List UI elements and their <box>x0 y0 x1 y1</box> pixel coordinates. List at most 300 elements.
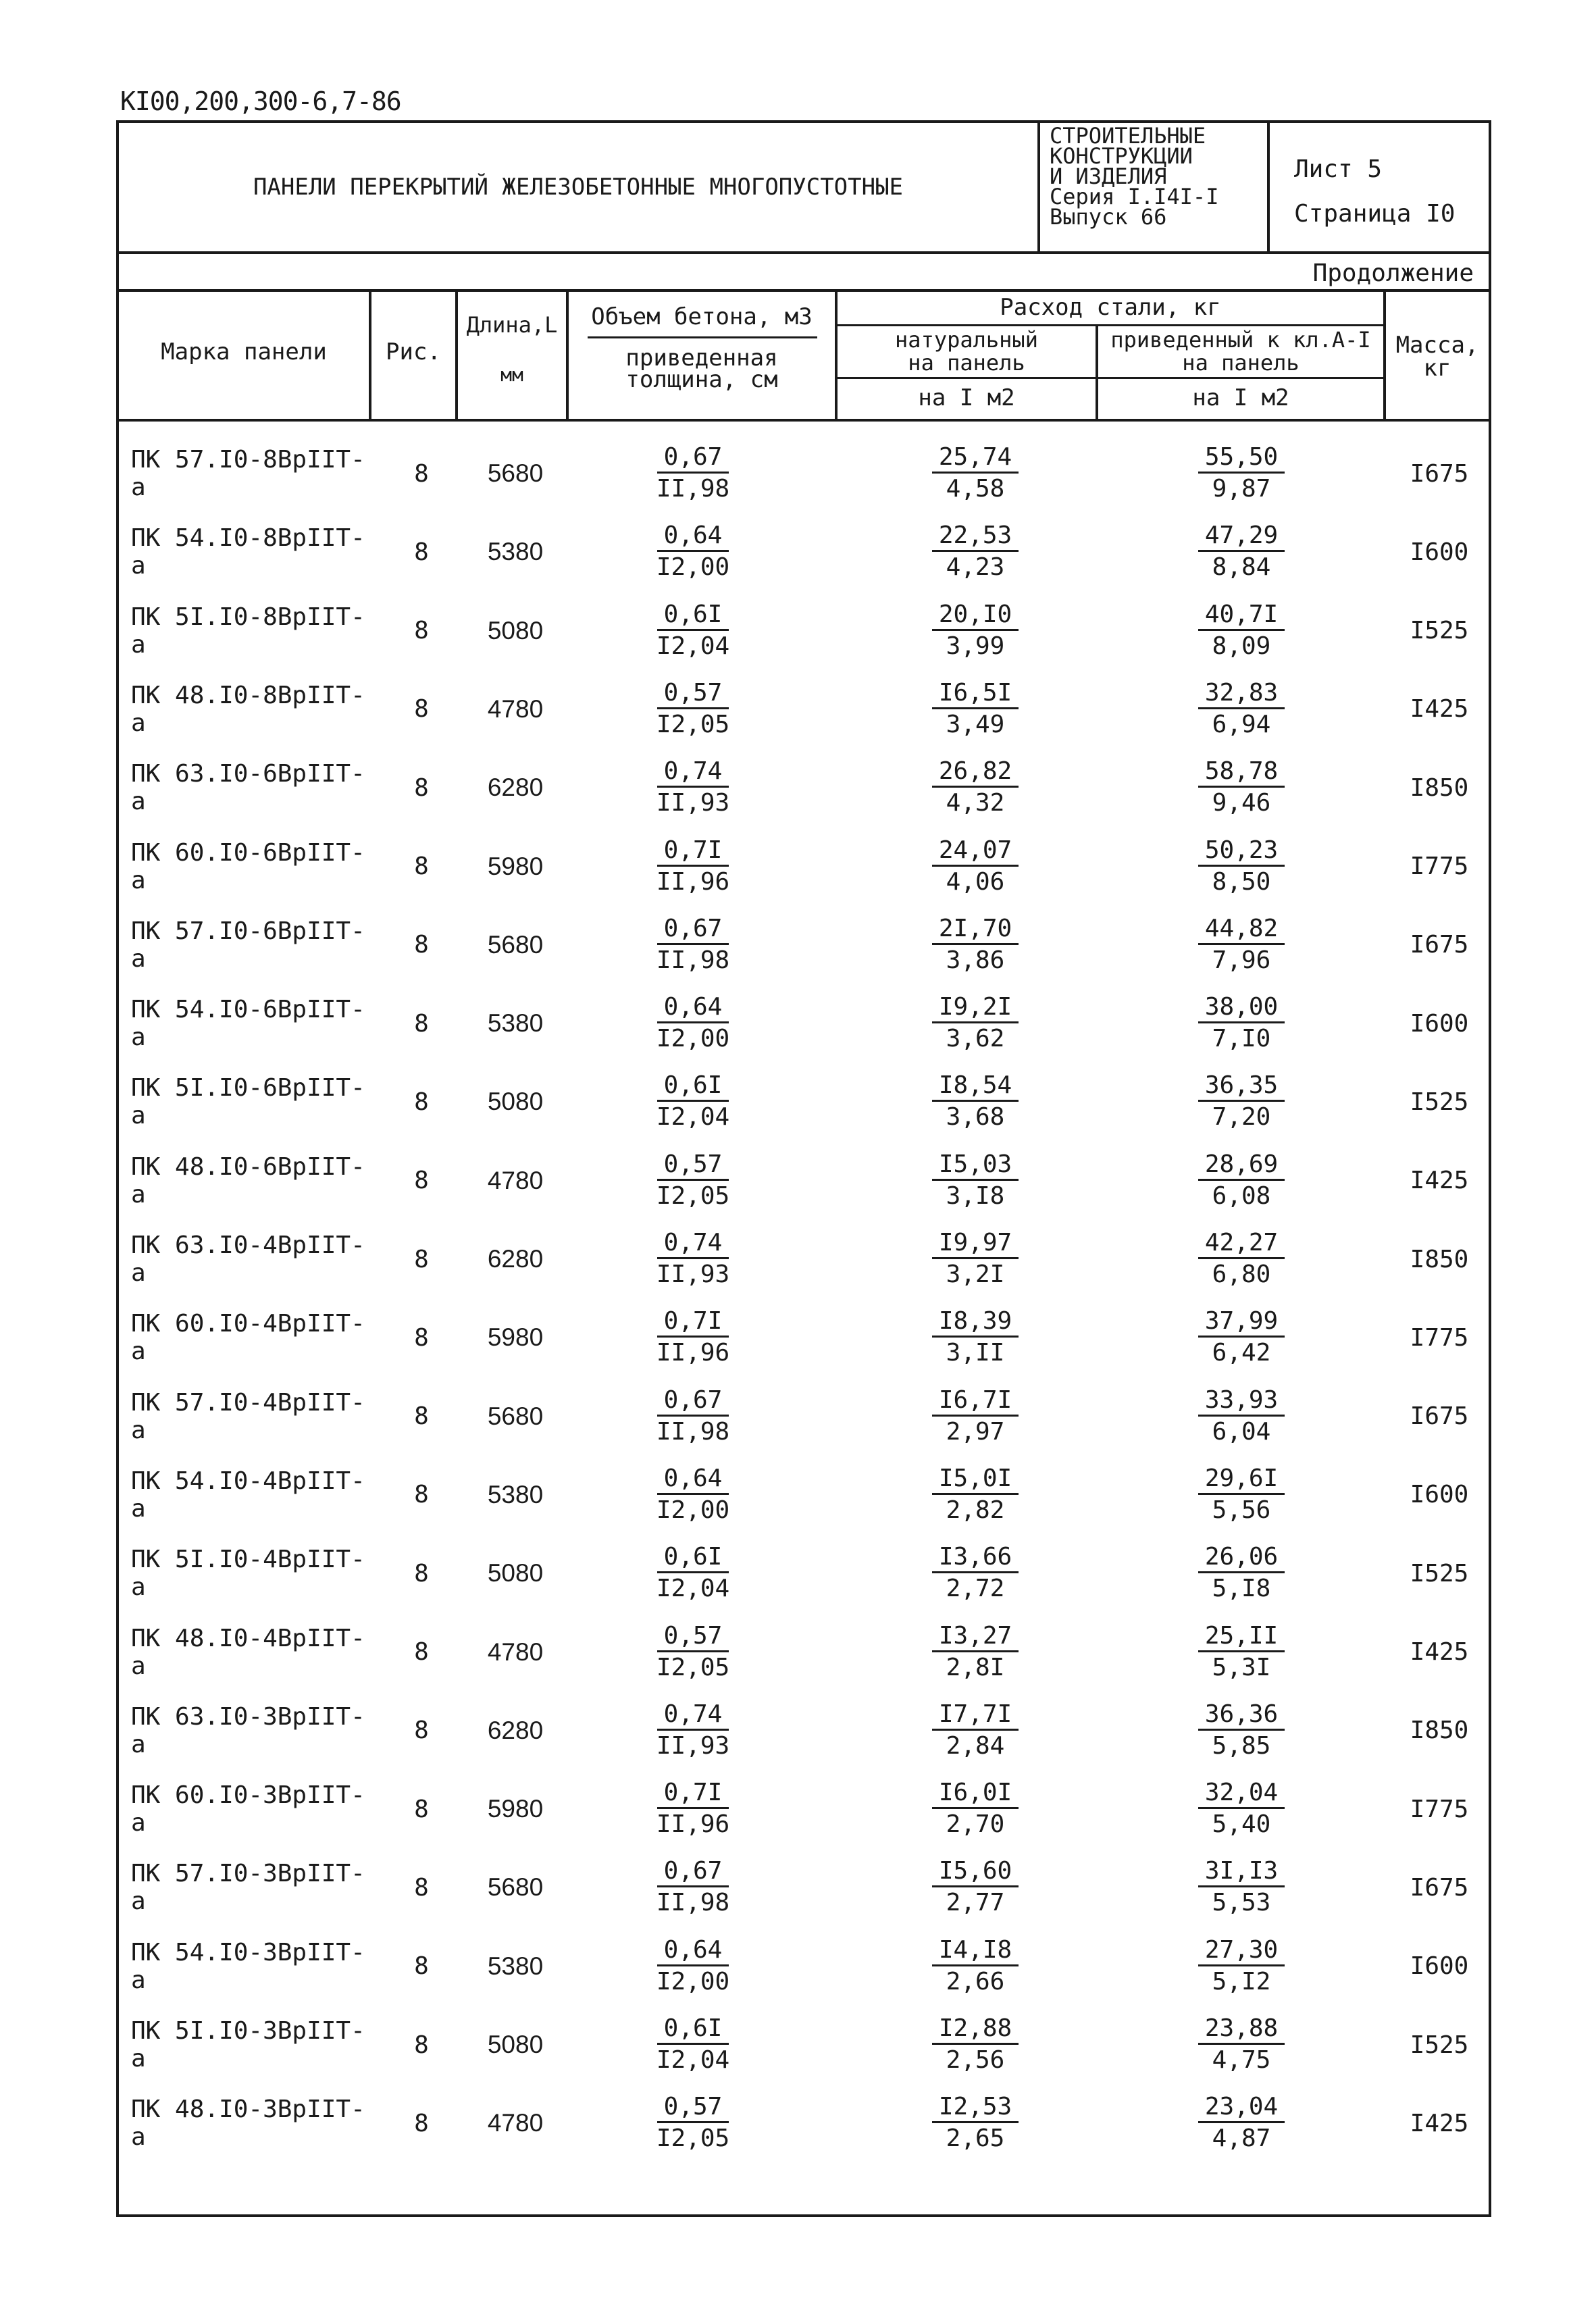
reduced-steel-per-m2: 9,46 <box>1212 789 1271 817</box>
reduced-steel-per-m2: 4,75 <box>1212 2046 1271 2074</box>
reduced-thickness: II,93 <box>656 1261 730 1288</box>
concrete-volume: 0,57 <box>657 1622 729 1652</box>
reduced-steel-per-panel: 44,82 <box>1198 915 1285 945</box>
natural-steel-fraction <box>901 1542 1050 1604</box>
table-row <box>119 672 1489 746</box>
reduced-steel-per-panel: 36,36 <box>1198 1700 1285 1731</box>
header-divider <box>588 336 817 338</box>
reduced-steel-per-panel: 23,04 <box>1198 2093 1285 2123</box>
panel-mark: ПК 54.I0-4ВрIIТ-а <box>131 1467 365 1523</box>
reduced-steel-fraction <box>1167 2091 1316 2154</box>
natural-steel-per-panel: I9,97 <box>932 1229 1019 1259</box>
series-line: Серия I.I4I-I <box>1050 184 1219 209</box>
reduced-steel-per-m2: 5,40 <box>1212 1810 1271 1839</box>
table-row <box>119 2008 1489 2082</box>
panel-mass: I775 <box>1410 853 1469 880</box>
figure-number: 8 <box>414 773 429 802</box>
reduced-steel-per-panel: 33,93 <box>1198 1386 1285 1417</box>
panel-length: 4780 <box>487 1166 544 1194</box>
header-natural-line: на панель <box>908 350 1025 376</box>
reduced-thickness: II,98 <box>656 475 730 503</box>
natural-steel-per-m2: 3,99 <box>946 632 1005 660</box>
table-row <box>119 515 1489 589</box>
natural-steel-fraction <box>901 599 1050 662</box>
concrete-volume: 0,57 <box>657 1150 729 1181</box>
reduced-steel-per-m2: 7,I0 <box>1212 1025 1271 1053</box>
header-concrete: Объем бетона, м3 <box>591 303 813 330</box>
reduced-steel-per-panel: 37,99 <box>1198 1307 1285 1338</box>
panel-mass: I850 <box>1410 1717 1469 1745</box>
concrete-volume: 0,67 <box>657 915 729 945</box>
panel-mark: ПК 48.I0-6ВрIIТ-а <box>131 1152 365 1209</box>
natural-steel-per-panel: I6,5I <box>932 679 1019 709</box>
natural-steel-per-panel: I2,53 <box>932 2093 1019 2123</box>
concrete-fraction <box>619 1699 767 1762</box>
concrete-fraction <box>619 442 767 505</box>
panel-mark: ПК 5I.I0-3ВрIIТ-а <box>131 2017 365 2073</box>
header-divider <box>835 377 1383 379</box>
table-row <box>119 1615 1489 1689</box>
reduced-thickness: I2,05 <box>656 1181 730 1210</box>
table-row <box>119 1536 1489 1610</box>
natural-steel-per-m2: 2,70 <box>946 1810 1005 1839</box>
concrete-volume: 0,6I <box>657 601 729 631</box>
panel-length: 5980 <box>487 852 544 880</box>
natural-steel-fraction <box>901 1621 1050 1683</box>
figure-number: 8 <box>414 459 429 488</box>
header-fig: Рис. <box>386 338 441 365</box>
reduced-steel-per-panel: 36,35 <box>1198 1071 1285 1102</box>
natural-steel-per-panel: I9,2I <box>932 993 1019 1023</box>
document-frame <box>116 120 1491 2217</box>
natural-steel-fraction <box>901 756 1050 819</box>
concrete-volume: 0,7I <box>657 836 729 867</box>
panel-mark: ПК 63.I0-4ВрIIТ-а <box>131 1231 365 1287</box>
concrete-fraction <box>619 1935 767 1998</box>
reduced-steel-per-panel: 23,88 <box>1198 2014 1285 2045</box>
natural-steel-fraction <box>901 678 1050 740</box>
table-row <box>119 594 1489 668</box>
header-reduced-m2: на I м2 <box>1192 384 1289 411</box>
natural-steel-per-m2: 3,II <box>946 1339 1005 1367</box>
header-natural <box>838 328 1096 374</box>
natural-steel-per-m2: 3,2I <box>946 1261 1005 1288</box>
reduced-steel-fraction <box>1167 1463 1316 1526</box>
natural-steel-per-m2: 3,I8 <box>946 1181 1005 1210</box>
natural-steel-per-panel: 20,I0 <box>932 601 1019 631</box>
natural-steel-per-m2: 4,23 <box>946 553 1005 582</box>
concrete-fraction <box>619 913 767 976</box>
reduced-steel-per-m2: 8,84 <box>1212 553 1271 582</box>
natural-steel-per-m2: 2,56 <box>946 2046 1005 2074</box>
reduced-steel-per-m2: 6,08 <box>1212 1181 1271 1210</box>
panel-length: 5380 <box>487 538 544 566</box>
panel-mass: I525 <box>1410 1088 1469 1116</box>
header-natural-m2: на I м2 <box>918 384 1015 411</box>
panel-mark: ПК 60.I0-3ВрIIТ-а <box>131 1781 365 1837</box>
reduced-thickness: I2,04 <box>656 632 730 660</box>
reduced-steel-per-panel: 38,00 <box>1198 993 1285 1023</box>
table-row <box>119 2086 1489 2160</box>
concrete-volume: 0,64 <box>657 1465 729 1495</box>
header-length: Длина,L <box>466 312 558 338</box>
figure-number: 8 <box>414 1323 429 1352</box>
natural-steel-per-m2: 2,8I <box>946 1653 1005 1681</box>
figure-number: 8 <box>414 1088 429 1116</box>
natural-steel-per-m2: 2,77 <box>946 1889 1005 1917</box>
figure-number: 8 <box>414 1009 429 1038</box>
reduced-steel-per-m2: 5,3I <box>1212 1653 1271 1681</box>
natural-steel-per-panel: I7,7I <box>932 1700 1019 1731</box>
reduced-thickness: II,93 <box>656 789 730 817</box>
natural-steel-fraction <box>901 1227 1050 1290</box>
panel-mass: I850 <box>1410 773 1469 802</box>
header-mass-line: кг <box>1423 355 1451 382</box>
header-natural-line: натуральный <box>895 327 1038 353</box>
panel-length: 5680 <box>487 930 544 959</box>
concrete-fraction <box>619 1542 767 1604</box>
reduced-steel-fraction <box>1167 1227 1316 1290</box>
natural-steel-per-panel: I3,66 <box>932 1543 1019 1573</box>
panel-mass: I675 <box>1410 931 1469 959</box>
reduced-steel-fraction <box>1167 992 1316 1054</box>
panel-length: 5980 <box>487 1323 544 1352</box>
series-line: КОНСТРУКЦИИ <box>1050 143 1193 169</box>
panel-mass: I775 <box>1410 1795 1469 1823</box>
table-row <box>119 1929 1489 2004</box>
panel-mass: I675 <box>1410 1873 1469 1902</box>
concrete-fraction <box>619 1621 767 1683</box>
table-row <box>119 908 1489 982</box>
panel-mass: I850 <box>1410 1245 1469 1273</box>
natural-steel-per-panel: I3,27 <box>932 1622 1019 1652</box>
concrete-fraction <box>619 1777 767 1840</box>
reduced-steel-per-m2: 9,87 <box>1212 475 1271 503</box>
reduced-steel-fraction <box>1167 913 1316 976</box>
natural-steel-fraction <box>901 992 1050 1054</box>
reduced-steel-per-panel: 42,27 <box>1198 1229 1285 1259</box>
concrete-fraction <box>619 1149 767 1212</box>
panel-mark: ПК 57.I0-6ВрIIТ-а <box>131 917 365 973</box>
table-row <box>119 751 1489 825</box>
panel-mass: I600 <box>1410 1009 1469 1038</box>
natural-steel-per-m2: 2,66 <box>946 1967 1005 1996</box>
natural-steel-fraction <box>901 442 1050 505</box>
concrete-volume: 0,74 <box>657 757 729 788</box>
reduced-steel-per-m2: 6,04 <box>1212 1417 1271 1446</box>
reduced-thickness: I2,00 <box>656 553 730 582</box>
figure-number: 8 <box>414 1481 429 1509</box>
reduced-steel-per-m2: 6,94 <box>1212 710 1271 738</box>
natural-steel-fraction <box>901 1306 1050 1369</box>
natural-steel-per-m2: 3,68 <box>946 1103 1005 1132</box>
natural-steel-per-m2: 2,97 <box>946 1417 1005 1446</box>
reduced-thickness: I2,04 <box>656 1103 730 1132</box>
reduced-thickness: I2,05 <box>656 1653 730 1681</box>
natural-steel-fraction <box>901 2091 1050 2154</box>
reduced-steel-per-m2: 5,I2 <box>1212 1967 1271 1996</box>
reduced-thickness: II,98 <box>656 946 730 974</box>
reduced-steel-per-m2: 5,I8 <box>1212 1575 1271 1603</box>
header-divider <box>835 324 1383 326</box>
panel-length: 5080 <box>487 616 544 644</box>
natural-steel-per-panel: 24,07 <box>932 836 1019 867</box>
panel-mass: I675 <box>1410 1402 1469 1431</box>
reduced-thickness: I2,04 <box>656 1575 730 1603</box>
panel-mark: ПК 57.I0-8ВрIIТ-а <box>131 446 365 501</box>
panel-length: 5080 <box>487 2031 544 2058</box>
title-block <box>119 123 1489 254</box>
natural-steel-per-panel: 26,82 <box>932 757 1019 788</box>
reduced-steel-fraction <box>1167 1699 1316 1762</box>
table-row <box>119 436 1489 511</box>
page-number: Страница I0 <box>1294 200 1456 228</box>
panel-mass: I775 <box>1410 1323 1469 1352</box>
reduced-steel-fraction <box>1167 2013 1316 2076</box>
concrete-volume: 0,6I <box>657 1543 729 1573</box>
reduced-thickness: I2,00 <box>656 1025 730 1053</box>
natural-steel-fraction <box>901 1699 1050 1762</box>
panel-mark: ПК 5I.I0-6ВрIIТ-а <box>131 1074 365 1130</box>
reduced-steel-per-m2: 5,53 <box>1212 1889 1271 1917</box>
table-header <box>119 289 1489 422</box>
natural-steel-fraction <box>901 1385 1050 1448</box>
figure-number: 8 <box>414 1717 429 1745</box>
concrete-volume: 0,57 <box>657 679 729 709</box>
natural-steel-per-m2: 3,62 <box>946 1025 1005 1053</box>
reduced-thickness: II,93 <box>656 1731 730 1760</box>
natural-steel-per-panel: I6,7I <box>932 1386 1019 1417</box>
natural-steel-per-m2: 3,49 <box>946 710 1005 738</box>
concrete-fraction <box>619 1385 767 1448</box>
panel-mark: ПК 5I.I0-4ВрIIТ-а <box>131 1546 365 1602</box>
reduced-steel-per-m2: 6,80 <box>1212 1261 1271 1288</box>
panel-length: 4780 <box>487 694 544 723</box>
natural-steel-fraction <box>901 1856 1050 1918</box>
header-length-unit: мм <box>500 363 523 386</box>
figure-number: 8 <box>414 1952 429 1981</box>
reduced-steel-per-m2: 5,56 <box>1212 1496 1271 1524</box>
reduced-steel-fraction <box>1167 1306 1316 1369</box>
column-divider <box>455 292 458 419</box>
panel-length: 5680 <box>487 1873 544 1902</box>
panel-mass: I675 <box>1410 459 1469 488</box>
table-row <box>119 1065 1489 1139</box>
concrete-fraction <box>619 992 767 1054</box>
figure-number: 8 <box>414 1167 429 1195</box>
panel-mark: ПК 60.I0-6ВрIIТ-а <box>131 838 365 894</box>
concrete-volume: 0,7I <box>657 1307 729 1338</box>
panel-mark: ПК 48.I0-8ВрIIТ-а <box>131 681 365 737</box>
concrete-volume: 0,7I <box>657 1779 729 1809</box>
reduced-thickness: I2,04 <box>656 2046 730 2074</box>
reduced-steel-per-m2: 5,85 <box>1212 1731 1271 1760</box>
panel-length: 5680 <box>487 1402 544 1430</box>
natural-steel-per-m2: 4,06 <box>946 867 1005 896</box>
natural-steel-fraction <box>901 520 1050 583</box>
table-row <box>119 1772 1489 1846</box>
reduced-steel-per-m2: 8,09 <box>1212 632 1271 660</box>
panel-length: 4780 <box>487 1637 544 1666</box>
reduced-steel-per-m2: 4,87 <box>1212 2125 1271 2153</box>
natural-steel-fraction <box>901 1070 1050 1133</box>
series-line: Выпуск 66 <box>1050 204 1167 230</box>
natural-steel-per-m2: 3,86 <box>946 946 1005 974</box>
header-mark: Марка панели <box>161 338 327 365</box>
natural-steel-fraction <box>901 1935 1050 1998</box>
concrete-volume: 0,57 <box>657 2093 729 2123</box>
concrete-volume: 0,64 <box>657 993 729 1023</box>
reduced-steel-fraction <box>1167 1385 1316 1448</box>
panel-length: 6280 <box>487 1245 544 1273</box>
natural-steel-per-m2: 2,84 <box>946 1731 1005 1760</box>
table-row <box>119 986 1489 1061</box>
reduced-steel-fraction <box>1167 1149 1316 1212</box>
natural-steel-per-panel: I2,88 <box>932 2014 1019 2045</box>
panel-mass: I425 <box>1410 1167 1469 1195</box>
natural-steel-per-m2: 2,65 <box>946 2125 1005 2153</box>
concrete-volume: 0,67 <box>657 443 729 474</box>
reduced-steel-per-panel: 3I,I3 <box>1198 1857 1285 1887</box>
concrete-fraction <box>619 1856 767 1918</box>
header-mass <box>1386 334 1489 380</box>
panel-mass: I425 <box>1410 2109 1469 2137</box>
reduced-steel-fraction <box>1167 599 1316 662</box>
reduced-steel-per-panel: 29,6I <box>1198 1465 1285 1495</box>
concrete-volume: 0,74 <box>657 1700 729 1731</box>
panel-mark: ПК 48.I0-4ВрIIТ-а <box>131 1624 365 1680</box>
figure-number: 8 <box>414 2109 429 2137</box>
document-code: КI00,200,300-6,7-86 <box>120 86 401 116</box>
panel-mass: I525 <box>1410 2031 1469 2059</box>
reduced-steel-fraction <box>1167 1856 1316 1918</box>
concrete-fraction <box>619 2013 767 2076</box>
natural-steel-per-m2: 4,32 <box>946 789 1005 817</box>
figure-number: 8 <box>414 853 429 880</box>
header-thickness <box>569 345 835 393</box>
reduced-steel-fraction <box>1167 520 1316 583</box>
panel-mass: I425 <box>1410 1638 1469 1666</box>
panel-length: 5380 <box>487 1009 544 1038</box>
continuation-label: Продолжение <box>1312 259 1474 287</box>
table-row <box>119 1850 1489 1925</box>
series-block <box>1040 123 1270 251</box>
figure-number: 8 <box>414 1245 429 1273</box>
reduced-steel-per-m2: 7,96 <box>1212 946 1271 974</box>
series-line: СТРОИТЕЛЬНЫЕ <box>1050 123 1206 149</box>
header-thickness-line: толщина, см <box>625 366 778 393</box>
concrete-fraction <box>619 756 767 819</box>
figure-number: 8 <box>414 617 429 645</box>
natural-steel-per-panel: 2I,70 <box>932 915 1019 945</box>
concrete-fraction <box>619 1227 767 1290</box>
natural-steel-fraction <box>901 1777 1050 1840</box>
reduced-thickness: II,96 <box>656 867 730 896</box>
figure-number: 8 <box>414 1638 429 1666</box>
figure-number: 8 <box>414 1559 429 1587</box>
reduced-steel-per-panel: 58,78 <box>1198 757 1285 788</box>
reduced-steel-per-panel: 26,06 <box>1198 1543 1285 1573</box>
sheet-block <box>1270 123 1489 251</box>
natural-steel-per-panel: 25,74 <box>932 443 1019 474</box>
figure-number: 8 <box>414 538 429 566</box>
reduced-thickness: II,96 <box>656 1339 730 1367</box>
reduced-steel-fraction <box>1167 442 1316 505</box>
reduced-steel-per-panel: 25,II <box>1198 1622 1285 1652</box>
reduced-steel-per-m2: 8,50 <box>1212 867 1271 896</box>
panel-length: 5980 <box>487 1795 544 1823</box>
reduced-steel-per-panel: 32,04 <box>1198 1779 1285 1809</box>
concrete-fraction <box>619 1463 767 1526</box>
reduced-steel-per-panel: 50,23 <box>1198 836 1285 867</box>
concrete-volume: 0,67 <box>657 1857 729 1887</box>
panel-mass: I425 <box>1410 695 1469 723</box>
panel-length: 5380 <box>487 1480 544 1508</box>
reduced-steel-fraction <box>1167 1070 1316 1133</box>
figure-number: 8 <box>414 1402 429 1431</box>
panel-length: 6280 <box>487 1716 544 1744</box>
series-line: И ИЗДЕЛИЯ <box>1050 163 1167 189</box>
natural-steel-per-panel: I5,0I <box>932 1465 1019 1495</box>
panel-length: 5080 <box>487 1088 544 1116</box>
panel-mark: ПК 63.I0-3ВрIIТ-а <box>131 1702 365 1758</box>
header-reduced <box>1098 328 1383 374</box>
natural-steel-per-panel: 22,53 <box>932 522 1019 552</box>
natural-steel-per-panel: I8,39 <box>932 1307 1019 1338</box>
concrete-fraction <box>619 835 767 898</box>
panel-mark: ПК 54.I0-8ВрIIТ-а <box>131 524 365 580</box>
concrete-fraction <box>619 520 767 583</box>
reduced-steel-per-panel: 47,29 <box>1198 522 1285 552</box>
panel-length: 4780 <box>487 2109 544 2137</box>
panel-mass: I525 <box>1410 1559 1469 1587</box>
figure-number: 8 <box>414 2031 429 2059</box>
reduced-steel-fraction <box>1167 756 1316 819</box>
concrete-volume: 0,64 <box>657 522 729 552</box>
natural-steel-per-panel: I4,I8 <box>932 1936 1019 1966</box>
table-row <box>119 830 1489 904</box>
concrete-volume: 0,6I <box>657 2014 729 2045</box>
concrete-volume: 0,6I <box>657 1071 729 1102</box>
panel-mass: I600 <box>1410 1952 1469 1981</box>
figure-number: 8 <box>414 1873 429 1902</box>
panel-mark: ПК 60.I0-4ВрIIТ-а <box>131 1310 365 1366</box>
panel-length: 6280 <box>487 773 544 802</box>
panel-mass: I525 <box>1410 617 1469 645</box>
panel-mass: I600 <box>1410 538 1469 566</box>
reduced-steel-per-panel: 28,69 <box>1198 1150 1285 1181</box>
natural-steel-fraction <box>901 913 1050 976</box>
reduced-thickness: I2,00 <box>656 1967 730 1996</box>
natural-steel-fraction <box>901 1149 1050 1212</box>
natural-steel-fraction <box>901 2013 1050 2076</box>
header-thickness-line: приведенная <box>625 345 778 372</box>
reduced-thickness: I2,00 <box>656 1496 730 1524</box>
table-row <box>119 1458 1489 1532</box>
panel-length: 5080 <box>487 1559 544 1587</box>
natural-steel-per-panel: I8,54 <box>932 1071 1019 1102</box>
header-reduced-line: приведенный к кл.А-I <box>1110 327 1371 353</box>
figure-number: 8 <box>414 695 429 723</box>
reduced-steel-fraction <box>1167 1935 1316 1998</box>
concrete-fraction <box>619 1070 767 1133</box>
concrete-fraction <box>619 2091 767 2154</box>
reduced-steel-fraction <box>1167 1777 1316 1840</box>
reduced-thickness: II,98 <box>656 1889 730 1917</box>
panel-mark: ПК 57.I0-3ВрIIТ-а <box>131 1860 365 1916</box>
concrete-fraction <box>619 678 767 740</box>
table-row <box>119 1379 1489 1454</box>
